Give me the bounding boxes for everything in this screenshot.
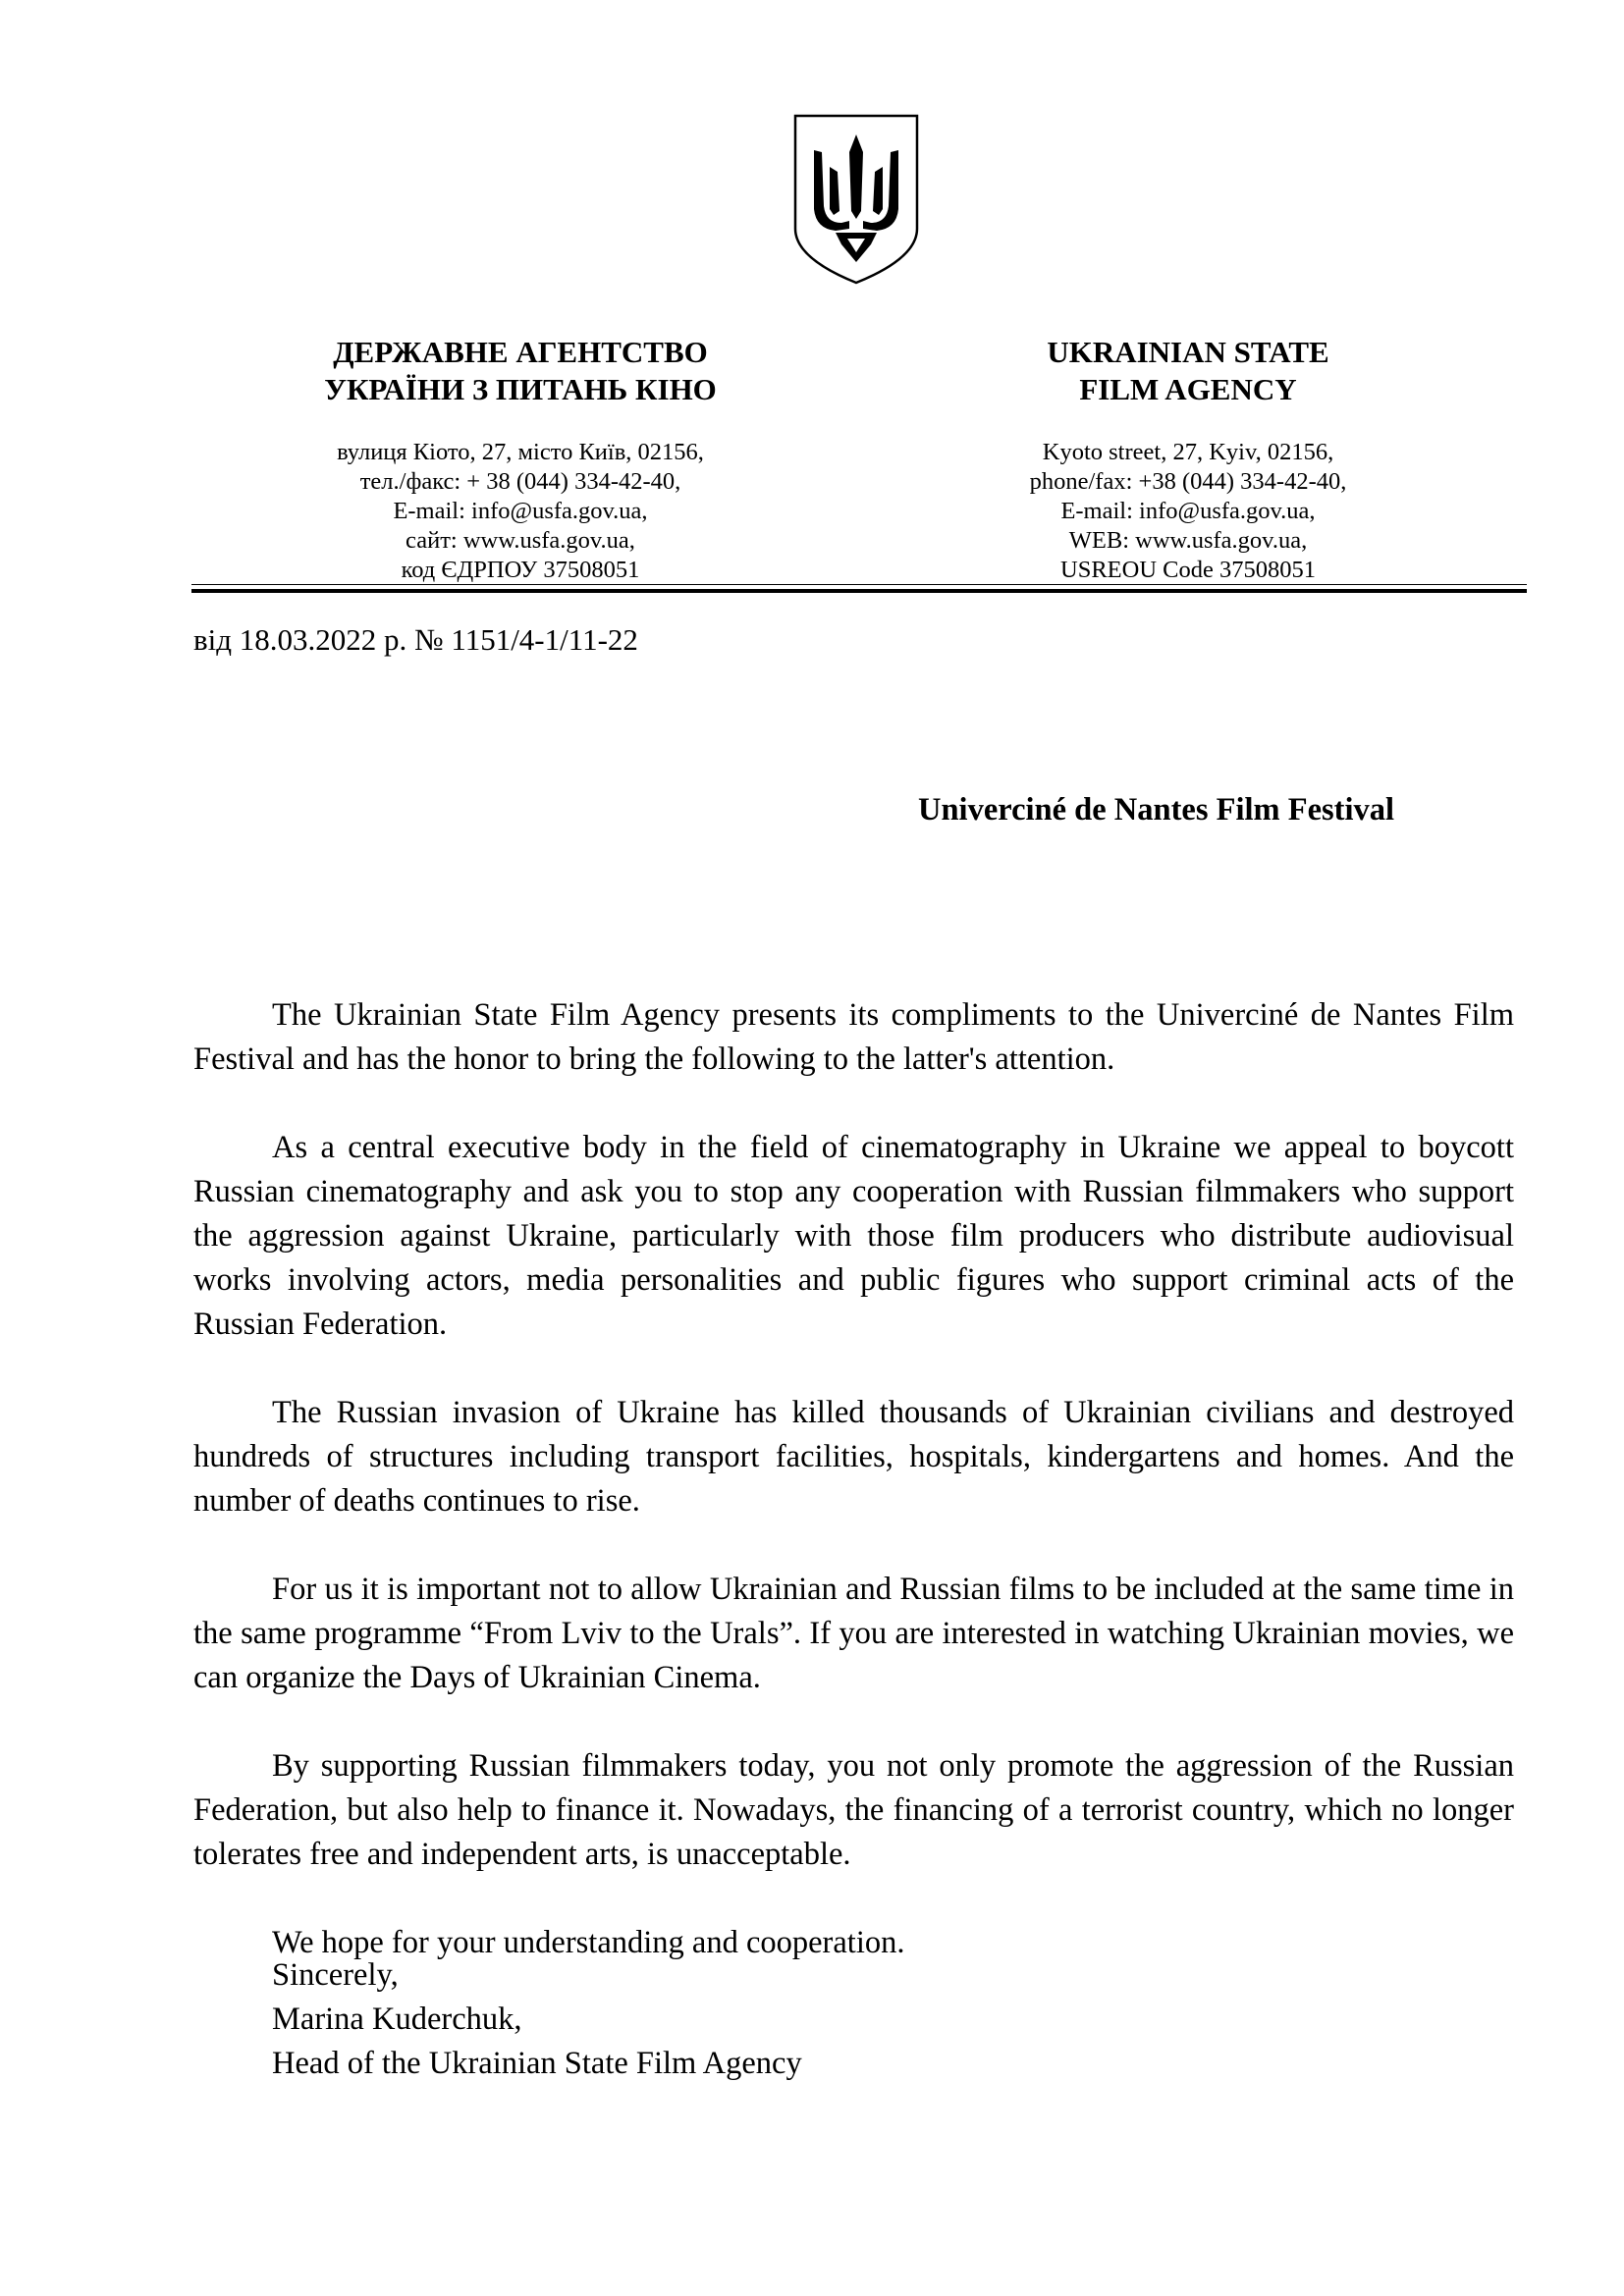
email-text: E-mail: info@usfa.gov.ua,: [1060, 498, 1316, 524]
org-name-line: УКРАЇНИ З ПИТАНЬ КІНО: [324, 372, 717, 406]
body-paragraph: By supporting Russian filmmakers today, you not only promote the aggression of the Russian Federation, but also help to finance it. Nowadays, the financing of a terrorist country, which no longer tolerates free and independent arts, is unacceptable.: [193, 1748, 1514, 1872]
coat-of-arms-emblem: [792, 113, 920, 286]
body-paragraph: We hope for your understanding and cooperation.: [272, 1925, 905, 1960]
letter-body: [193, 993, 1514, 2009]
letterhead-english: [923, 334, 1453, 585]
contacts-english: [923, 438, 1453, 585]
org-name-line: FILM AGENCY: [1079, 372, 1297, 406]
document-reference: від 18.03.2022 р. № 1151/4-1/11-22: [193, 622, 638, 657]
phone-text: тел./факс: + 38 (044) 334-42-40,: [359, 468, 681, 495]
org-name-line: ДЕРЖАВНЕ АГЕНТСТВО: [333, 335, 708, 369]
registry-code-text: USREOU Code 37508051: [1060, 557, 1316, 583]
website-text: сайт: www.usfa.gov.ua,: [406, 527, 635, 554]
signature-block: [272, 1953, 802, 2086]
website-text: WEB: www.usfa.gov.ua,: [1068, 527, 1308, 554]
email-text: E-mail: info@usfa.gov.ua,: [393, 498, 648, 524]
phone-text: phone/fax: +38 (044) 334-42-40,: [1029, 468, 1347, 495]
body-paragraph: The Russian invasion of Ukraine has killed thousands of Ukrainian civilians and destroyed hundreds of structures including transport facilities, hospitals, kindergartens and homes. And the number of deaths continues to rise.: [193, 1395, 1514, 1519]
body-paragraph: The Ukrainian State Film Agency presents its compliments to the Univerciné de Nantes Film Festival and has the honor to bring the following to the latter's attention.: [193, 997, 1514, 1077]
org-name-line: UKRAINIAN STATE: [1047, 335, 1329, 369]
org-name-english: [923, 334, 1453, 408]
registry-code-text: код ЄДРПОУ 37508051: [401, 557, 640, 583]
address-text: Kyoto street, 27, Kyiv, 02156,: [1042, 439, 1334, 465]
contacts-ukrainian: [255, 438, 785, 585]
signatory-title: Head of the Ukrainian State Film Agency: [272, 2046, 802, 2081]
letterhead-divider-thin: [191, 584, 1527, 585]
address-text: вулиця Кіото, 27, місто Київ, 02156,: [337, 439, 704, 465]
closing-text: Sincerely,: [272, 1957, 399, 1993]
letterhead-ukrainian: [255, 334, 785, 585]
body-paragraph: As a central executive body in the field of cinematography in Ukraine we appeal to boycott Russian cinematography and ask you to stop any cooperation with Russian filmmakers who support the aggression against Ukraine, particularly with those film producers who distribute audiovisual works involving actors, media personalities and public figures who support criminal acts of the Russian Federation.: [193, 1130, 1514, 1342]
signatory-name: Marina Kuderchuk,: [272, 2002, 522, 2037]
letterhead-divider-thick: [191, 589, 1527, 593]
org-name-ukrainian: [255, 334, 785, 408]
body-paragraph: For us it is important not to allow Ukrainian and Russian films to be included at the same time in the same programme “From Lviv to the Urals”. If you are interested in watching Ukrainian movies, we can organize the Days of Ukrainian Cinema.: [193, 1572, 1514, 1695]
addressee: Univerciné de Nantes Film Festival: [918, 792, 1395, 828]
